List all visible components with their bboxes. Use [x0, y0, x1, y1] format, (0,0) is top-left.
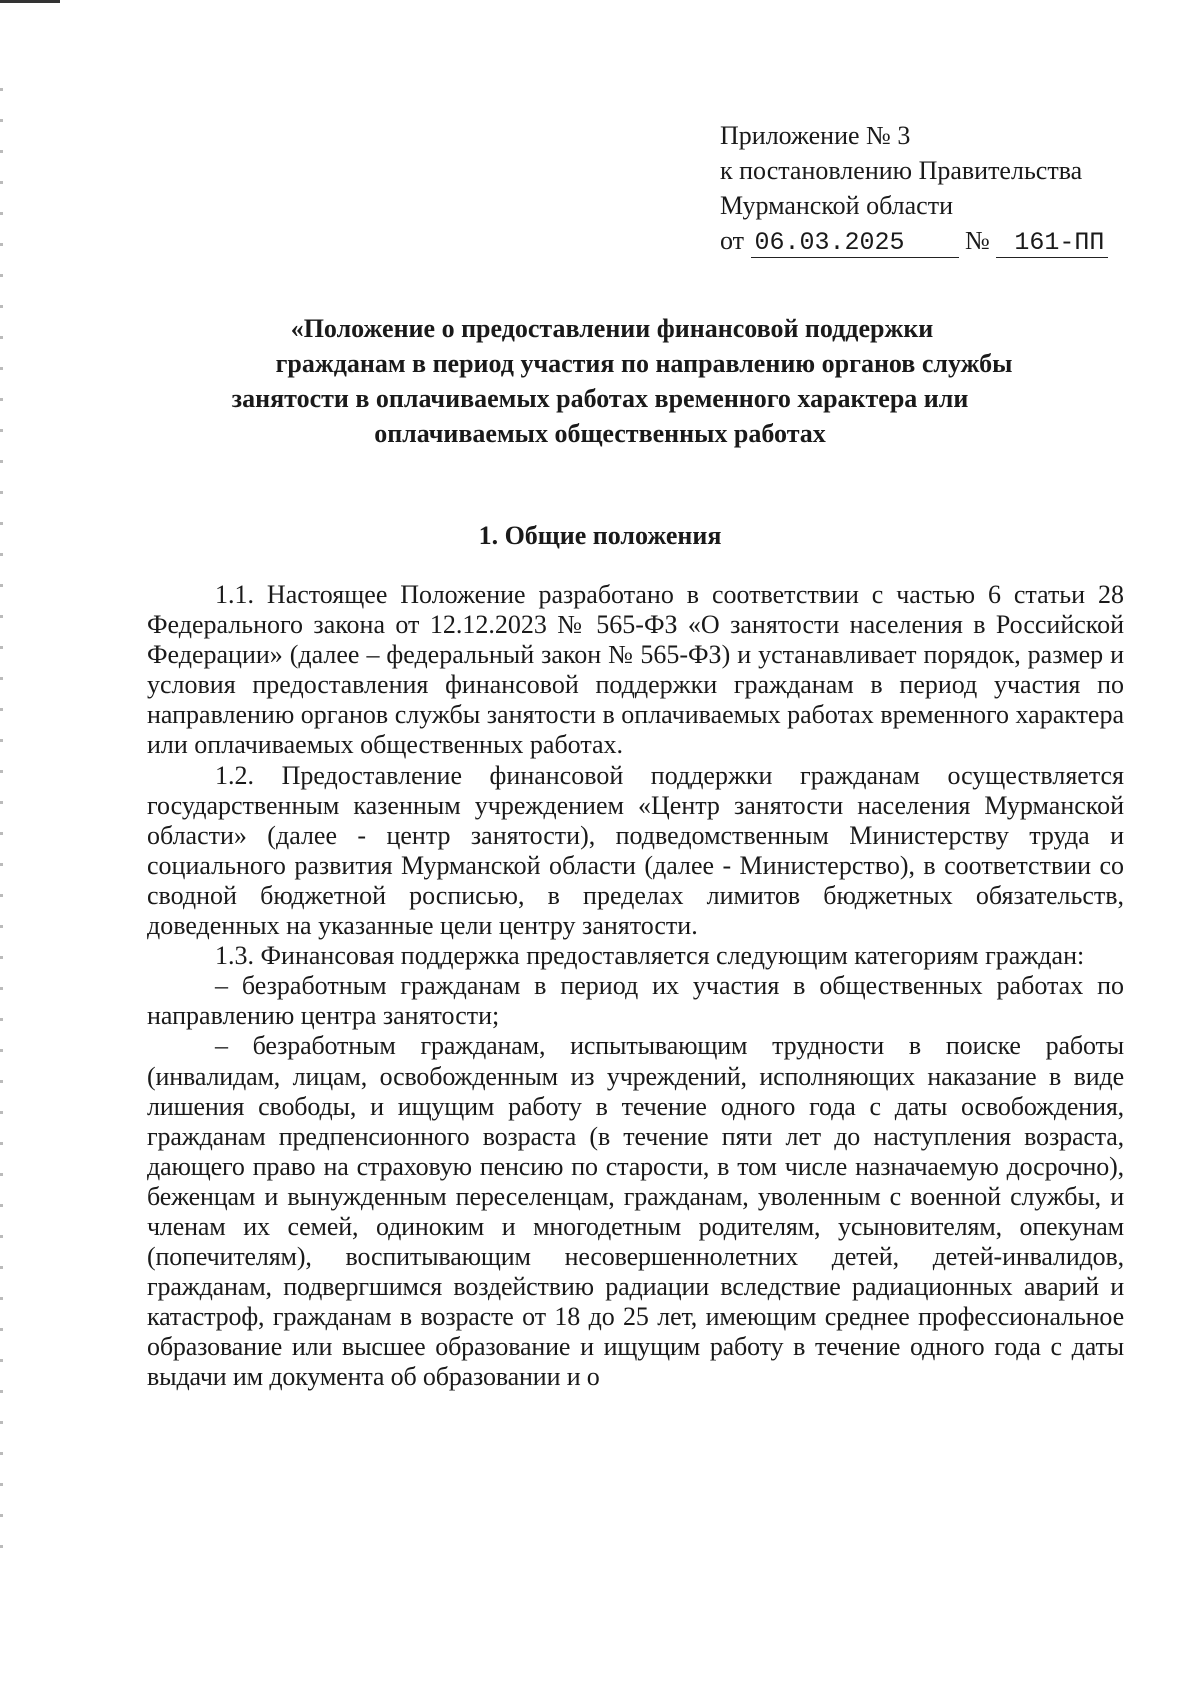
- paragraph-1-2: 1.2. Предоставление финансовой поддержки гражданам осуществляется государственным казенным учреждением «Центр занятости населения Мурманской области» (далее - центр занятости), подведомственным Министерству труда и социального развития Мурманской области (далее - Министерство), в соответствии со сводной бюджетной росписью, в пределах лимитов бюджетных обязательств, доведенных на указанные цели центру занятости.: [147, 760, 1124, 941]
- resolution-date: 06.03.2025: [751, 229, 959, 258]
- attachment-number: Приложение № 3: [720, 121, 911, 150]
- title-line: «Положение о предоставлении финансовой поддержки: [290, 314, 934, 343]
- paragraph-1-1: 1.1. Настоящее Положение разработано в соответствии с частью 6 статьи 28 Федерального закона от 12.12.2023 № 565-ФЗ «О занятости населения в Российской Федерации» (далее – федеральный закон № 565-ФЗ) и устанавливает порядок, размер и условия предоставления финансовой поддержки гражданам в период участия по направлению органов службы занятости в оплачиваемых работах временного характера или оплачиваемых общественных работах.: [147, 580, 1124, 760]
- paragraph-1-3: 1.3. Финансовая поддержка предоставляется следующим категориям граждан:: [215, 941, 1085, 971]
- list-item: – безработным гражданам в период их участия в общественных работах по направлению центра занятости;: [147, 971, 1124, 1031]
- attachment-date-line: [720, 223, 1108, 258]
- resolution-number: 161-ПП: [996, 229, 1108, 258]
- title-line: гражданам в период участия по направлению органов службы: [275, 349, 1013, 378]
- attachment-header: [720, 118, 1108, 258]
- section-heading: 1. Общие положения: [478, 521, 722, 550]
- title-line: оплачиваемых общественных работах: [374, 419, 826, 448]
- list-item: – безработным гражданам, испытывающим трудности в поиске работы (инвалидам, лицам, освобожденным из учреждений, исполняющих наказание в виде лишения свободы, и ищущим работу в течение одного года с даты освобождения, гражданам предпенсионного возраста (в течение пяти лет до наступления возраста, дающего право на страховую пенсию по старости, в том числе назначаемую досрочно), беженцам и вынужденным переселенцам, гражданам, уволенным с военной службы, и членам их семей, одиноким и многодетным родителям, усыновителям, опекунам (попечителям), воспитывающим несовершеннолетних детей, детей-инвалидов, гражданам, подвергшимся воздействию радиации вследствие радиационных аварий и катастроф, гражданам в возрасте от 18 до 25 лет, имеющим среднее профессиональное образование или высшее образование и ищущим работу в течение одного года с даты выдачи им документа об образовании и о: [147, 1031, 1124, 1392]
- title-line: занятости в оплачиваемых работах временного характера или: [231, 384, 969, 413]
- scan-corner-mark: [0, 0, 60, 3]
- attachment-region: Мурманской области: [720, 191, 953, 220]
- date-prefix: от: [720, 226, 745, 255]
- scan-edge-marks: [0, 60, 3, 1560]
- attachment-to-resolution: к постановлению Правительства: [720, 156, 1083, 185]
- document-body: [147, 580, 1124, 1393]
- number-sign: №: [965, 226, 990, 255]
- document-title: [140, 311, 1060, 451]
